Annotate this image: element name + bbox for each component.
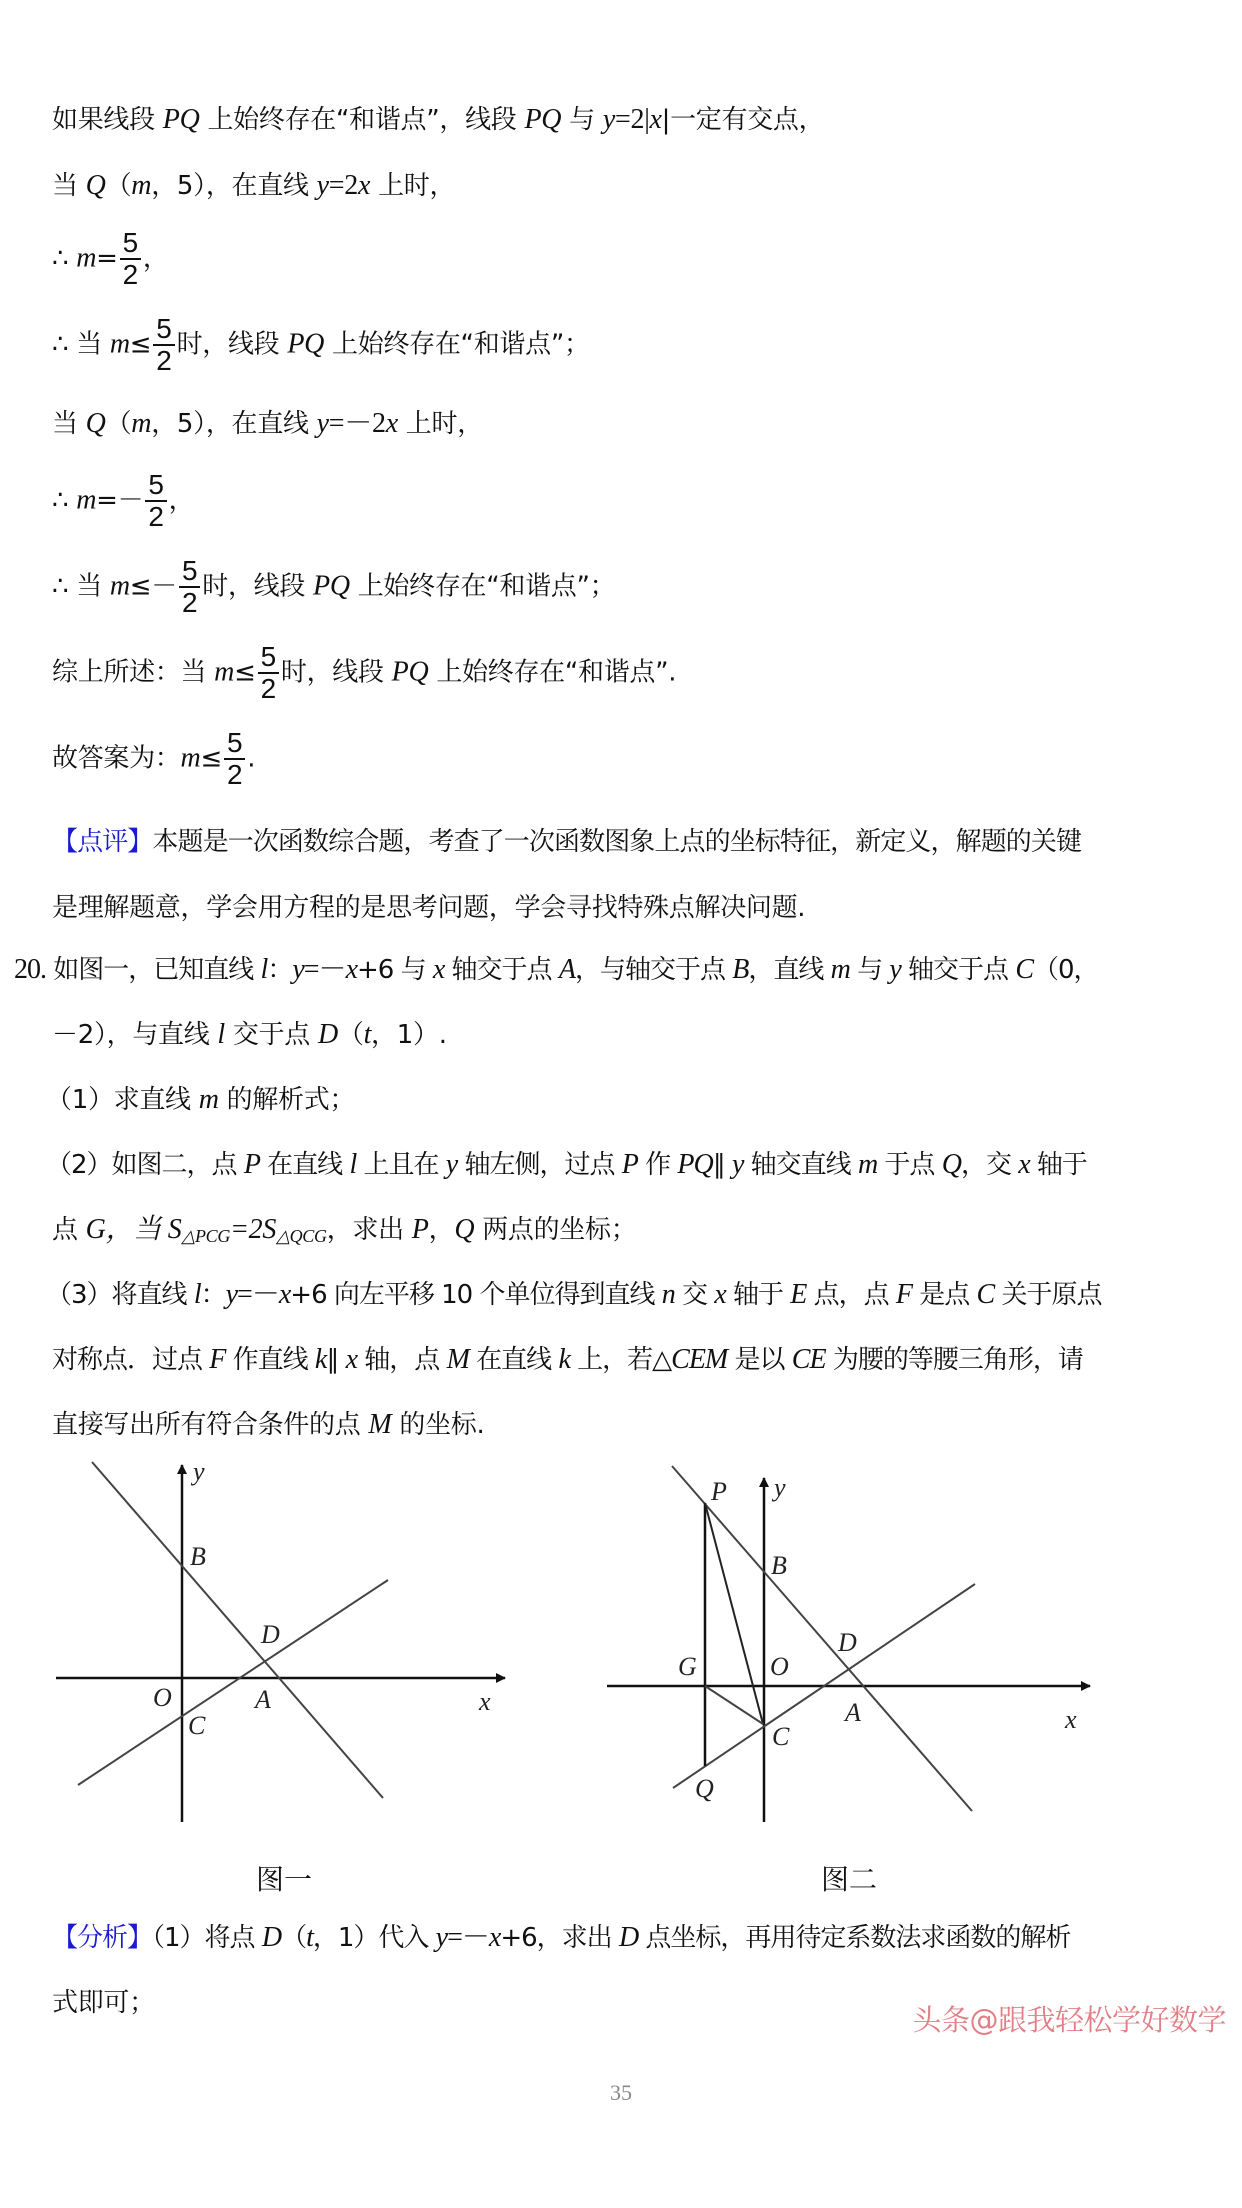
fraction: $\frac{5}{2}$ <box>153 314 174 376</box>
solution-line-7: ∴ 当 m≤－ $\frac{5}{2}$ 时，线段 PQ 上始终存在“和谐点”； <box>52 555 616 618</box>
solution-line-1: 如果线段 PQ 上始终存在“和谐点”，线段 PQ 与 y=2|x|一定有交点， <box>52 104 825 135</box>
fig1-label-B: B <box>190 1542 206 1571</box>
fig2-label-y: y <box>774 1473 786 1502</box>
fraction: $\frac{5}{2}$ <box>145 470 166 532</box>
solution-line-6: ∴ m=－ $\frac{5}{2}$ ， <box>52 469 195 532</box>
question-3-line-1: （3）将直线 l：y=－x+6 向左平移 10 个单位得到直线 n 交 x 轴于 E 点，点 F 是点 C 关于原点 <box>46 1279 1102 1310</box>
figure-2-caption: 图二 <box>821 1863 878 1896</box>
fig2-label-P: P <box>711 1477 727 1506</box>
watermark: 头条@跟我轻松学好数学 <box>912 2003 1226 2037</box>
fraction: $\frac{5}{2}$ <box>258 642 279 704</box>
fraction: $\frac{5}{2}$ <box>120 228 141 290</box>
fig1-label-C: C <box>188 1711 206 1740</box>
fig2-label-C: C <box>772 1722 790 1751</box>
solution-line-8: 综上所述：当 m≤ $\frac{5}{2}$ 时，线段 PQ 上始终存在“和谐点”. <box>52 641 677 704</box>
question-3-line-2: 对称点．过点 F 作直线 k∥ x 轴，点 M 在直线 k 上，若△CEM 是以 CE 为腰的等腰三角形，请 <box>52 1344 1083 1375</box>
fig1-line-m <box>78 1580 388 1785</box>
question-2-line-2: 点 G，当 $S_{\triangle PCG}=2S_{\triangle QCG}$，求出 P，Q 两点的坐标； <box>52 1214 637 1246</box>
solution-line-2: 当 Q（m，5），在直线 y=2x 上时， <box>52 170 456 201</box>
fig1-label-D: D <box>261 1620 280 1649</box>
review-line-2: 是理解题意，学会用方程的是思考问题，学会寻找特殊点解决问题. <box>52 893 806 923</box>
review-tag: 【点评】 <box>52 827 153 857</box>
fig2-label-D: D <box>838 1628 857 1657</box>
fig2-label-x: x <box>1065 1705 1077 1734</box>
fig1-label-A: A <box>255 1685 271 1714</box>
figure-1-caption: 图一 <box>256 1863 313 1896</box>
fig2-label-A: A <box>845 1698 861 1727</box>
problem-line-1: 20. 如图一，已知直线 l：y=－x+6 与 x 轴交于点 A，与轴交于点 B，直线 m 与 y 轴交于点 C（0， <box>14 954 1099 985</box>
fraction: $\frac{5}{2}$ <box>224 728 245 790</box>
fig2-label-G: G <box>678 1652 697 1681</box>
question-1: （1）求直线 m 的解析式； <box>46 1084 356 1115</box>
figure-2 <box>607 1466 1090 1822</box>
solution-line-3: ∴ m= $\frac{5}{2}$ ， <box>52 227 169 290</box>
fraction: $\frac{5}{2}$ <box>179 556 200 618</box>
fig2-label-Q: Q <box>695 1774 714 1803</box>
question-3-line-3: 直接写出所有符合条件的点 M 的坐标. <box>52 1409 485 1440</box>
review-line-1: 【点评】本题是一次函数综合题，考查了一次函数图象上点的坐标特征，新定义，解题的关键 <box>52 827 1082 857</box>
figure-1 <box>56 1457 505 1822</box>
fig2-label-B: B <box>771 1551 787 1580</box>
fig1-label-y: y <box>193 1457 205 1486</box>
solution-line-9: 故答案为：m≤ $\frac{5}{2}$ . <box>52 727 256 790</box>
analysis-line-2: 式即可； <box>52 1988 155 2018</box>
question-2-line-1: （2）如图二，点 P 在直线 l 上且在 y 轴左侧，过点 P 作 PQ∥ y 轴交直线 m 于点 Q，交 x 轴于 <box>46 1149 1087 1180</box>
analysis-tag: 【分析】 <box>52 1923 153 1953</box>
fig1-label-O: O <box>153 1683 172 1712</box>
fig2-label-O: O <box>770 1652 789 1681</box>
problem-number: 20. <box>14 954 46 985</box>
page-number: 35 <box>610 2080 632 2105</box>
fig1-label-x: x <box>479 1687 491 1716</box>
solution-line-4: ∴ 当 m≤ $\frac{5}{2}$ 时，线段 PQ 上始终存在“和谐点”； <box>52 313 590 376</box>
solution-line-5: 当 Q（m，5），在直线 y=－2x 上时， <box>52 408 483 439</box>
analysis-line-1: 【分析】（1）将点 D（t，1）代入 y=－x+6，求出 D 点坐标，再用待定系数法求函数的解析 <box>52 1922 1071 1953</box>
problem-line-2: －2），与直线 l 交于点 D（t，1）. <box>52 1019 447 1050</box>
